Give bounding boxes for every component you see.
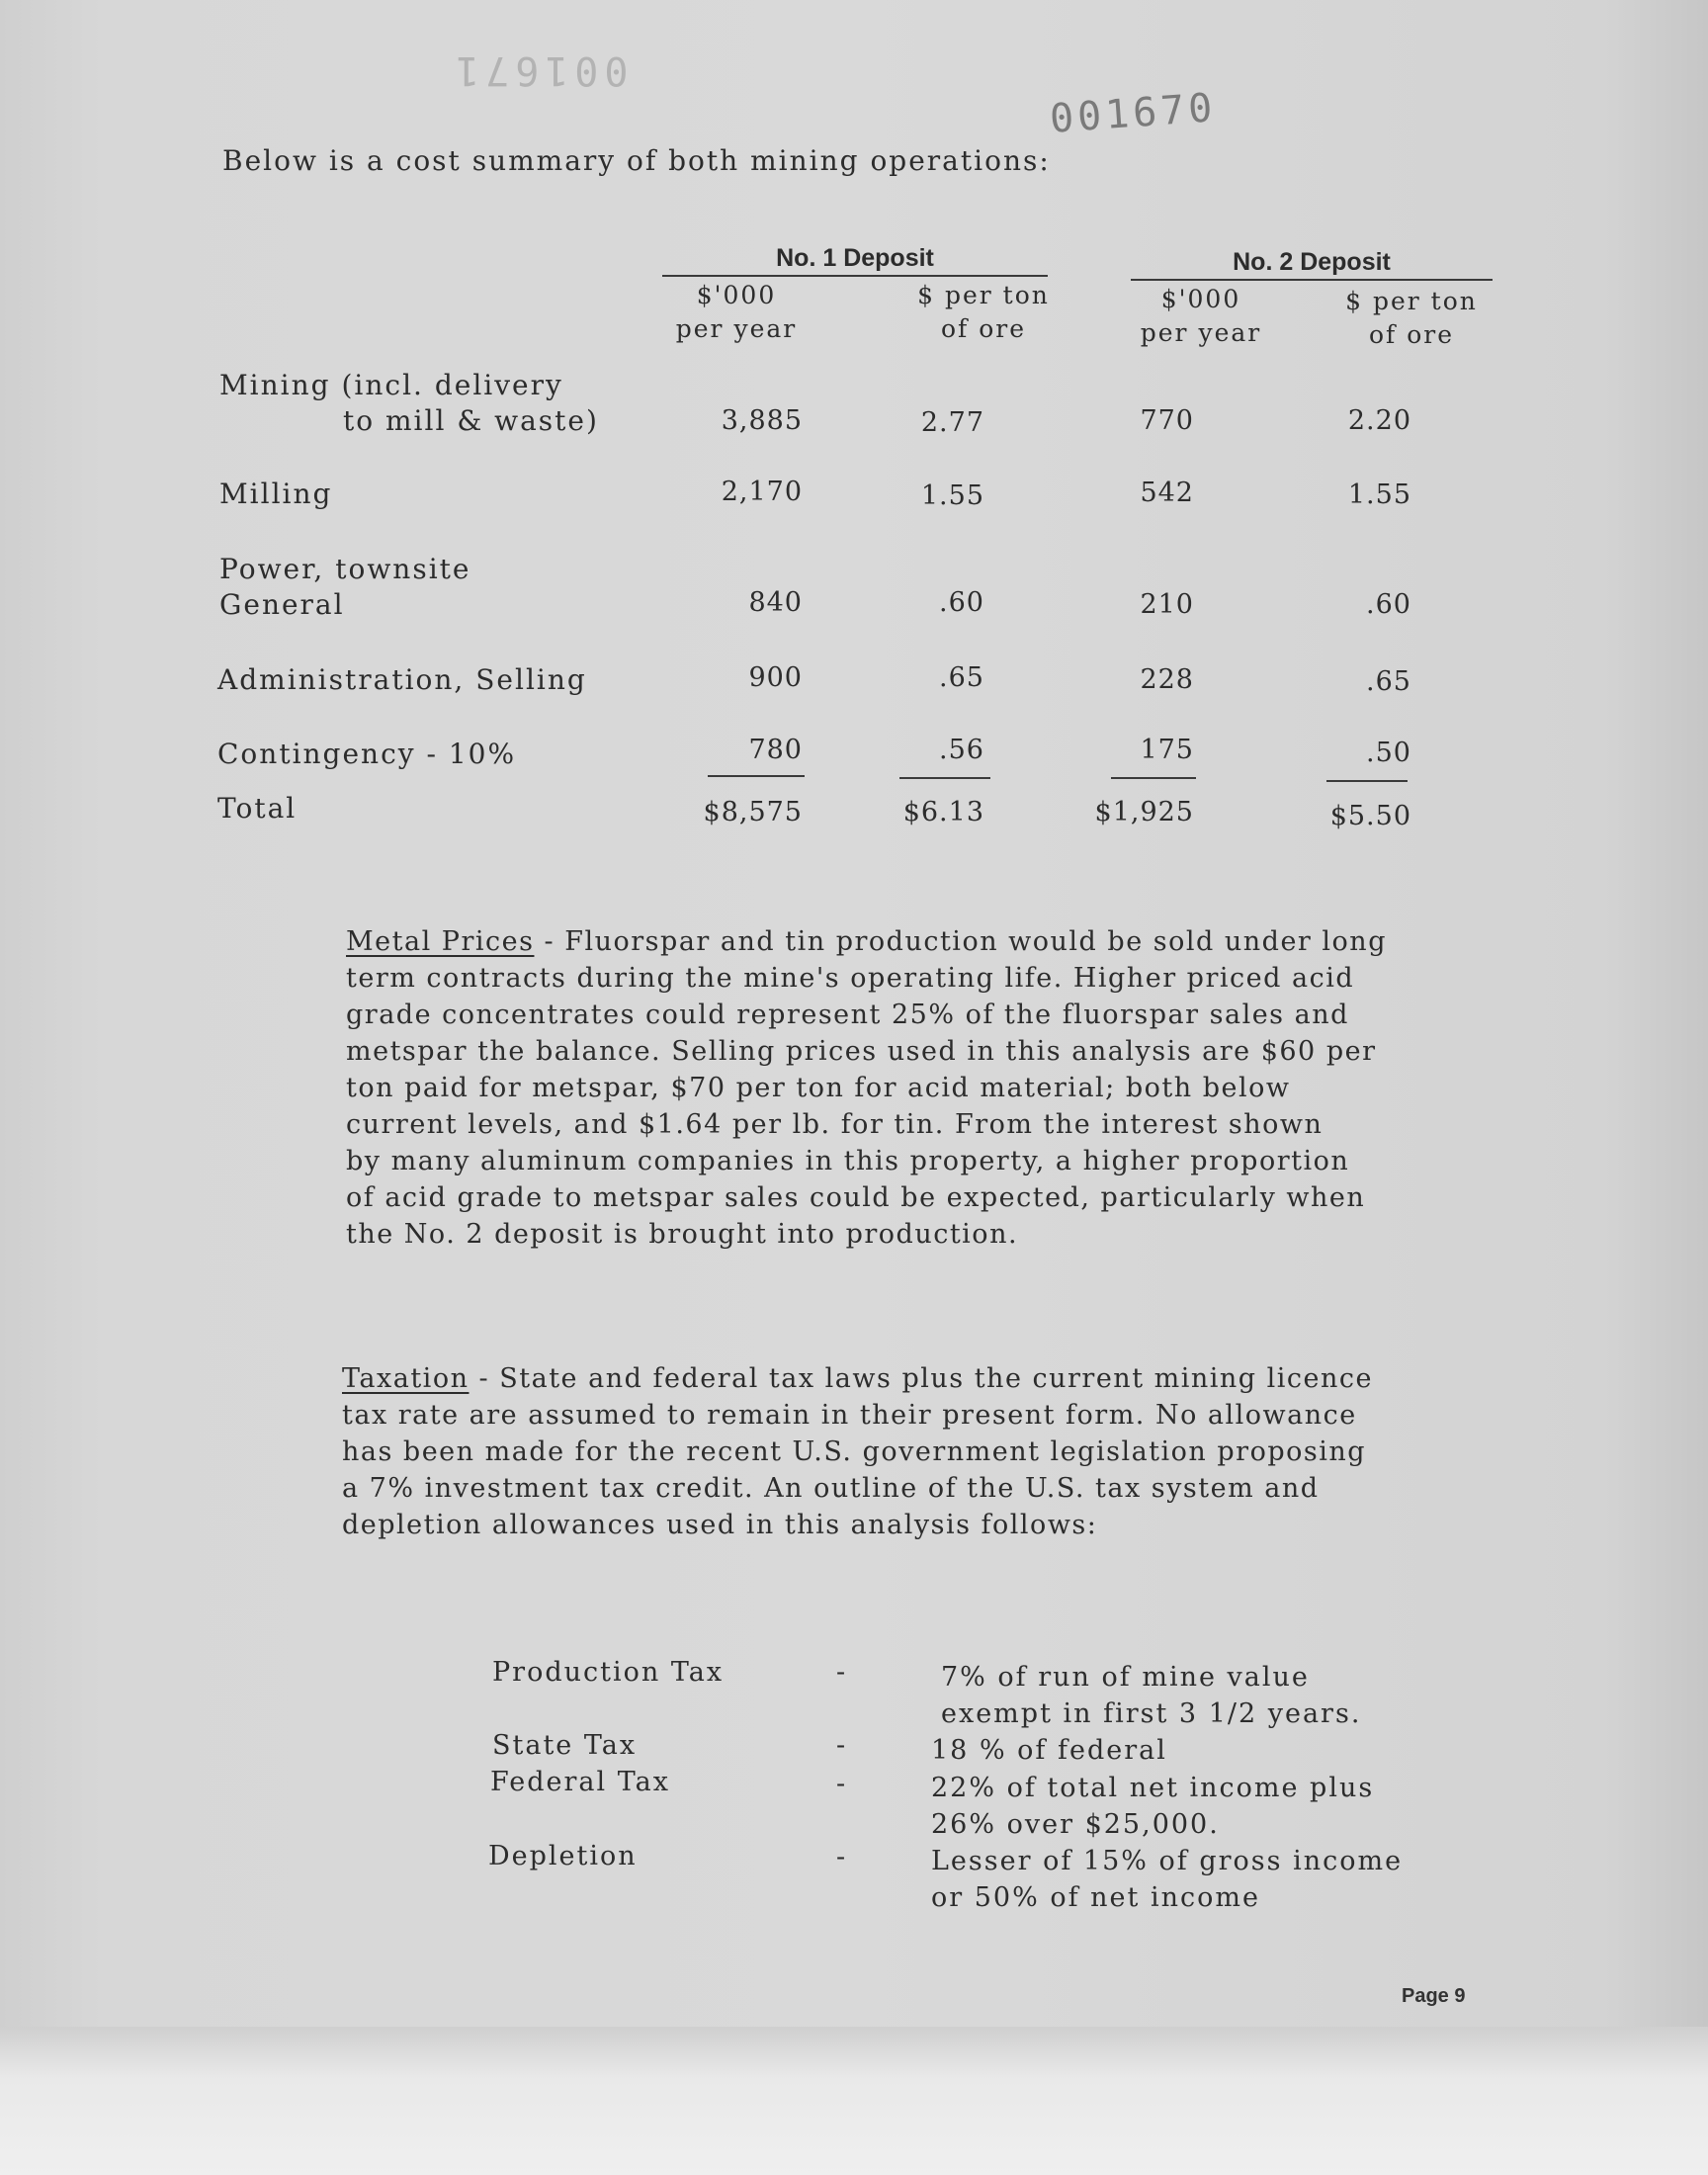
cell-admin-d2-per-year: 228: [1140, 664, 1194, 695]
subtotal-rule: [708, 775, 805, 777]
cell-total-d1-per-ton: $6.13: [902, 797, 984, 827]
cell-milling-d2-per-year: 542: [1140, 478, 1194, 508]
cell-contingency-d2-per-year: 175: [1140, 735, 1194, 765]
tax-item-detail: Lesser of 15% of gross income or 50% of net income: [931, 1846, 1404, 1913]
tax-item-dash: -: [836, 1730, 848, 1761]
row-label-mining: Mining (incl. delivery to mill & waste): [219, 369, 599, 437]
cell-total-d2-per-ton: $5.50: [1329, 801, 1411, 831]
intro-sentence: Below is a cost summary of both mining operations:: [222, 144, 1051, 177]
deposit-1-header: No. 1 Deposit: [662, 244, 1048, 277]
cell-admin-d2-per-ton: .65: [1366, 666, 1411, 697]
scan-bottom-margin: [0, 2027, 1708, 2175]
row-label-administration-selling: Administration, Selling: [217, 663, 587, 696]
document-stamp-number: 001670: [1048, 85, 1218, 142]
cell-power-d1-per-ton: .60: [939, 587, 984, 618]
col-header-d2-per-year: $'000 per year: [1140, 285, 1262, 347]
tax-item-dash: -: [836, 1657, 848, 1688]
cell-admin-d1-per-ton: .65: [939, 662, 984, 693]
row-label-milling: Milling: [219, 478, 333, 510]
page-number: Page 9: [1402, 1985, 1466, 2007]
cell-power-d1-per-year: 840: [748, 587, 803, 618]
subtotal-rule: [1111, 777, 1196, 779]
tax-item-detail: 18 % of federal: [931, 1735, 1167, 1766]
tax-item-dash: -: [836, 1769, 848, 1799]
faint-stamp-number: 001671: [450, 47, 629, 93]
tax-item-dash: -: [836, 1842, 848, 1872]
deposit-2-header: No. 2 Deposit: [1131, 248, 1493, 281]
cell-total-d1-per-year: $8,575: [703, 797, 803, 827]
row-label-contingency: Contingency - 10%: [217, 738, 517, 770]
row-label-total: Total: [217, 792, 298, 825]
taxation-heading: Taxation: [342, 1363, 470, 1394]
cell-mining-d2-per-ton: 2.20: [1347, 405, 1411, 436]
cell-contingency-d1-per-ton: .56: [939, 735, 984, 765]
subtotal-rule: [899, 777, 990, 779]
cell-admin-d1-per-year: 900: [748, 662, 803, 693]
tax-item-detail: 22% of total net income plus 26% over $25,000.: [931, 1773, 1375, 1840]
cell-milling-d1-per-ton: 1.55: [920, 480, 984, 511]
cell-contingency-d2-per-ton: .50: [1366, 738, 1411, 768]
cell-power-d2-per-ton: .60: [1366, 589, 1411, 620]
col-header-d2-per-ton: $ per ton of ore: [1345, 287, 1478, 349]
cell-milling-d2-per-ton: 1.55: [1347, 479, 1411, 510]
tax-item-label: Production Tax: [492, 1657, 725, 1688]
row-label-power-townsite-general: Power, townsite General: [219, 553, 471, 621]
taxation-section: Taxation - State and federal tax laws plus the current mining licence tax rate are assumed to remain in their present form. No allowance has been made for the recent U.S. government legislation proposing a 7% investment tax credit. An outline of the U.S. tax system and depletion allowances used in this analysis follows:: [342, 1363, 1374, 1540]
cell-milling-d1-per-year: 2,170: [721, 477, 803, 507]
tax-item-detail: 7% of run of mine value exempt in first 3 1/2 years.: [941, 1662, 1362, 1729]
metal-prices-heading: Metal Prices: [346, 926, 535, 957]
tax-item-label: Federal Tax: [490, 1767, 670, 1797]
metal-prices-section: Metal Prices - Fluorspar and tin production would be sold under long term contracts during the mine's operating life. Higher priced acid grade concentrates could represent 25% of the fluorspar sales and metspar the balance. Selling prices used in this analysis are $60 per ton paid for metspar, $70 per ton for acid material; both below current levels, and $1.64 per lb. for tin. From the interest shown by many aluminum companies in this property, a higher proportion of acid grade to metspar sales could be expected, particularly when the No. 2 deposit is brought into production.: [346, 926, 1387, 1250]
col-header-d1-per-year: $'000 per year: [675, 281, 798, 343]
subtotal-rule: [1326, 780, 1408, 782]
cell-mining-d1-per-ton: 2.77: [920, 407, 984, 438]
cell-mining-d2-per-year: 770: [1140, 405, 1194, 436]
cell-total-d2-per-year: $1,925: [1094, 797, 1194, 827]
cell-power-d2-per-year: 210: [1140, 589, 1194, 620]
tax-item-label: Depletion: [488, 1841, 638, 1871]
cell-contingency-d1-per-year: 780: [748, 735, 803, 765]
tax-item-label: State Tax: [492, 1730, 638, 1761]
cell-mining-d1-per-year: 3,885: [721, 405, 803, 436]
col-header-d1-per-ton: $ per ton of ore: [917, 281, 1050, 343]
